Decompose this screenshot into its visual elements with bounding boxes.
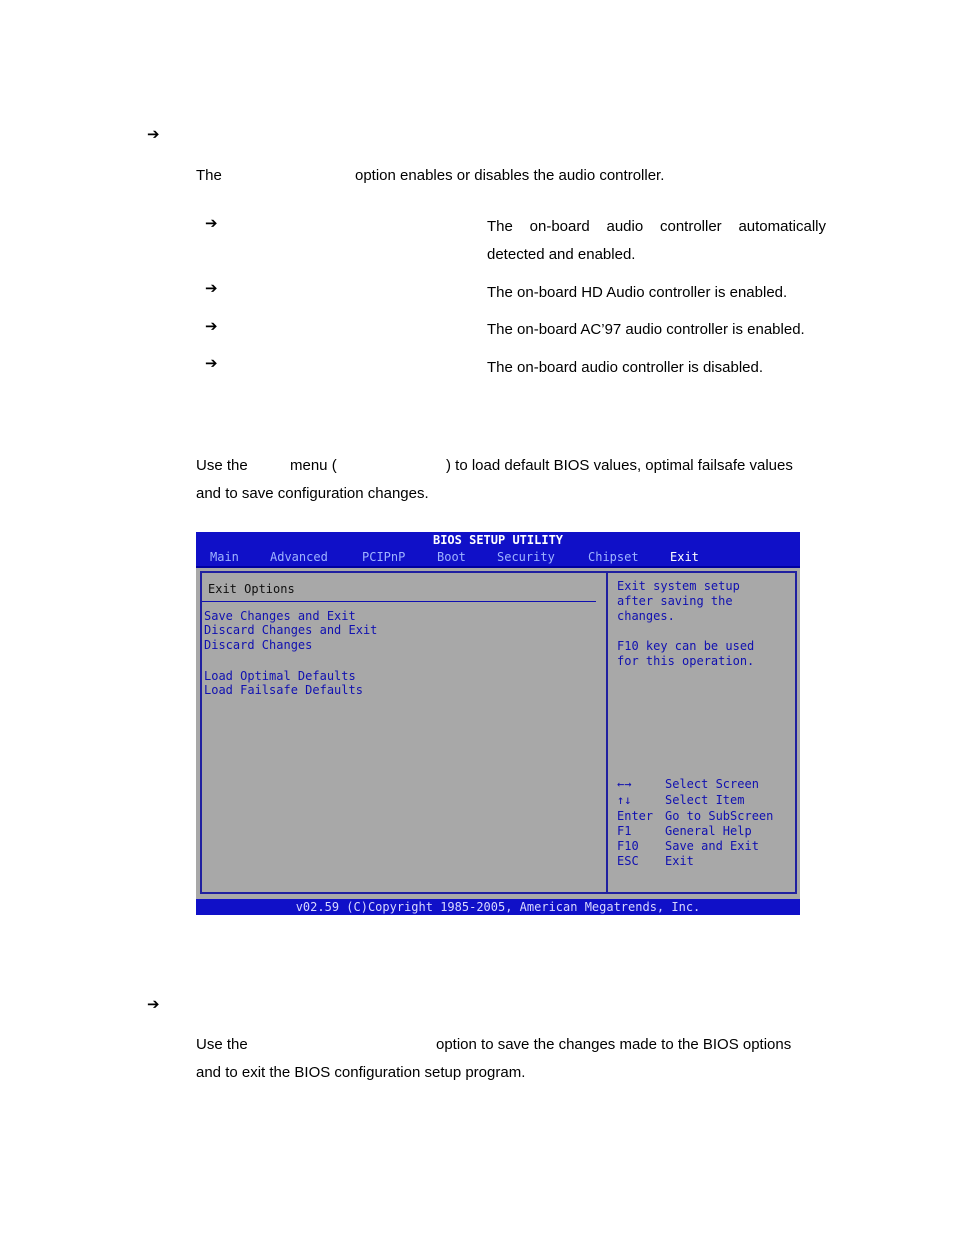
save-exit-intro-a: Use the — [196, 1036, 248, 1053]
bios-panel-heading: Exit Options — [208, 582, 295, 596]
bios-menu-bar — [196, 548, 800, 568]
bios-title: BIOS SETUP UTILITY — [196, 532, 800, 548]
intro-prefix: The — [196, 167, 222, 184]
bios-key: ESC — [617, 854, 639, 868]
bios-copyright-footer: v02.59 (C)Copyright 1985-2005, American Megatrends, Inc. — [196, 899, 800, 915]
bios-menu-boot[interactable]: Boot — [437, 550, 466, 564]
bios-item-load-failsafe[interactable]: Load Failsafe Defaults — [204, 683, 363, 697]
option-desc-hd: The on-board HD Audio controller is enabled. — [487, 284, 788, 301]
bios-menu-chipset[interactable]: Chipset — [588, 550, 639, 564]
exit-intro-a: Use the — [196, 457, 248, 474]
save-exit-intro-b: option to save the changes made to the BIOS options — [436, 1036, 792, 1053]
bios-help-line: changes. — [617, 609, 675, 623]
bios-menu-advanced[interactable]: Advanced — [270, 550, 328, 564]
bios-key: ←→ — [617, 777, 632, 791]
bullet-arrow-icon: ➔ — [147, 125, 160, 143]
option-arrow-icon: ➔ — [205, 214, 218, 232]
bullet-arrow-icon: ➔ — [147, 995, 160, 1013]
bios-help-line: after saving the — [617, 594, 733, 608]
option-arrow-icon: ➔ — [205, 279, 218, 297]
bios-menu-security[interactable]: Security — [497, 550, 555, 564]
bios-item-discard[interactable]: Discard Changes — [204, 638, 313, 652]
bios-help-line: Exit system setup — [617, 579, 740, 593]
bios-key-action: General Help — [665, 824, 752, 838]
bios-heading-rule — [202, 601, 596, 602]
bios-key-action: Exit — [665, 854, 694, 868]
bios-help-line: for this operation. — [617, 654, 755, 668]
bios-key: F10 — [617, 839, 639, 853]
option-desc-ac97: The on-board AC’97 audio controller is enabled. — [487, 321, 805, 338]
option-arrow-icon: ➔ — [205, 317, 218, 335]
exit-intro-c: ) to load default BIOS values, optimal failsafe values — [446, 457, 793, 474]
option-desc-auto-cont: detected and enabled. — [487, 246, 636, 263]
bios-menu-exit[interactable]: Exit — [670, 550, 699, 564]
bios-key-action: Go to SubScreen — [665, 809, 774, 823]
intro-text: option enables or disables the audio controller. — [355, 167, 665, 184]
bios-key: F1 — [617, 824, 632, 838]
option-arrow-icon: ➔ — [205, 354, 218, 372]
bios-item-load-optimal[interactable]: Load Optimal Defaults — [204, 669, 356, 683]
option-desc-auto: The on-board audio controller automatically — [487, 218, 826, 235]
bios-key-action: Select Item — [665, 793, 745, 807]
bios-help-line: F10 key can be used — [617, 639, 755, 653]
bios-menu-main[interactable]: Main — [210, 550, 239, 564]
bios-key-action: Select Screen — [665, 777, 759, 791]
bios-menu-pcipnp[interactable]: PCIPnP — [362, 550, 406, 564]
exit-intro-b: menu ( — [290, 457, 337, 474]
bios-item-discard-exit[interactable]: Discard Changes and Exit — [204, 623, 378, 637]
bios-key-action: Save and Exit — [665, 839, 759, 853]
bios-screenshot — [196, 532, 800, 915]
bios-key: ↑↓ — [617, 793, 632, 807]
save-exit-intro-line2: and to exit the BIOS configuration setup program. — [196, 1064, 526, 1081]
bios-item-save-exit[interactable]: Save Changes and Exit — [204, 609, 356, 623]
option-desc-disabled: The on-board audio controller is disabled. — [487, 359, 763, 376]
bios-panel-divider — [606, 571, 608, 892]
bios-key: Enter — [617, 809, 654, 823]
exit-intro-line2: and to save configuration changes. — [196, 485, 429, 502]
